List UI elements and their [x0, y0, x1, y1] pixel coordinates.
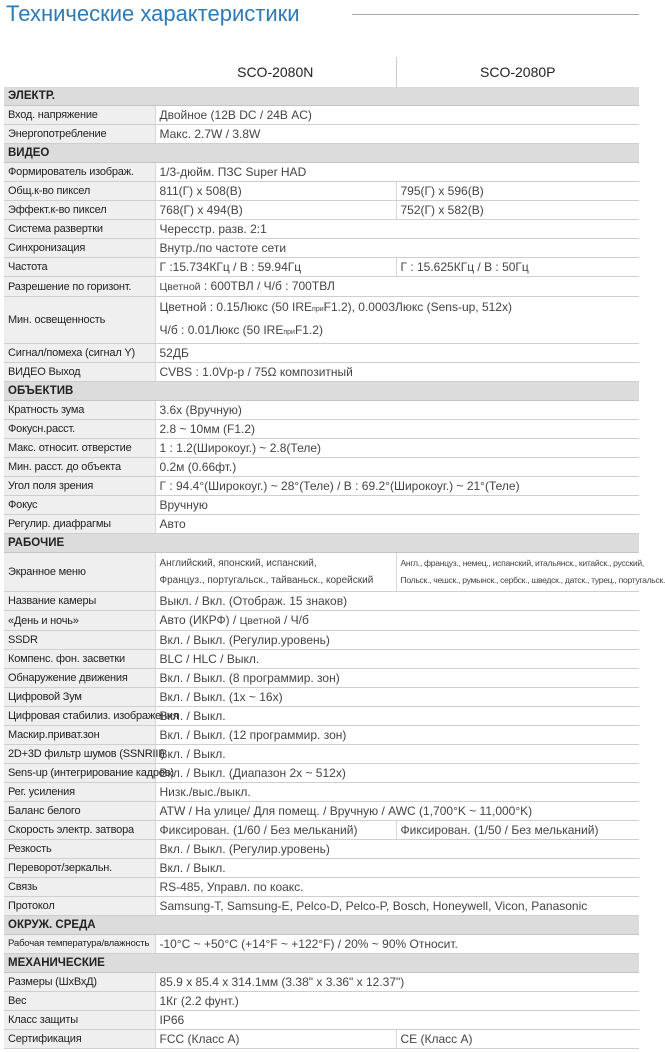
row-label: Сертификация — [4, 1030, 155, 1049]
row-value: CVBS : 1.0Vp-p / 75Ω композитный — [155, 363, 639, 382]
table-row — [4, 553, 639, 592]
section-lens — [4, 382, 639, 401]
row-value: Вкл. / Выкл. (Диапазон 2x ~ 512x) — [155, 764, 639, 783]
section-mechanical — [4, 954, 639, 973]
row-label: Система развертки — [4, 220, 155, 239]
illum-bw-text: Ч/б : 0.01Люкс (50 IRE — [159, 323, 284, 337]
osd-n-line2: Француз., португальск., тайваньск., корейский — [159, 575, 374, 586]
row-label: Общ.к-во пиксел — [4, 182, 155, 201]
row-label: Энергопотребление — [4, 125, 155, 144]
row-value-p: CE (Класс A) — [396, 1030, 639, 1049]
section-environment — [4, 916, 639, 935]
row-value-n: FCC (Класс A) — [155, 1030, 396, 1049]
section-title: РАБОЧИЕ — [4, 534, 639, 553]
illum-color-text2: F1.2), 0.0003Люкс (Sens-up, 512x) — [323, 300, 512, 314]
header-empty-cell — [4, 57, 155, 87]
row-label: Синхронизация — [4, 239, 155, 258]
table-row — [4, 631, 639, 650]
section-title: ОБЪЕКТИВ — [4, 382, 639, 401]
table-header — [4, 57, 639, 87]
row-value-p: 752(Г) x 582(В) — [396, 201, 639, 220]
table-row — [4, 726, 639, 745]
illum-color-sub: при — [312, 306, 324, 313]
row-label: Рег. усиления — [4, 783, 155, 802]
table-row — [4, 764, 639, 783]
row-label: Мин. освещенность — [4, 297, 155, 344]
specs-table — [4, 57, 665, 1049]
row-value-n: Фиксирован. (1/60 / Без мельканий) — [155, 821, 396, 840]
row-value: 1 : 1.2(Широкоуг.) ~ 2.8(Теле) — [155, 439, 639, 458]
row-value: Samsung-T, Samsung-E, Pelco-D, Pelco-P, Bosch, Honeywell, Vicon, Panasonic — [155, 897, 639, 916]
table-row — [4, 973, 639, 992]
row-value: 3.6x (Вручную) — [155, 401, 639, 420]
table-row — [4, 611, 639, 631]
table-row — [4, 897, 639, 916]
section-electrical — [4, 87, 639, 106]
osd-languages-p — [396, 553, 665, 592]
resolution-text: : 600ТВЛ / Ч/б : 700ТВЛ — [200, 279, 335, 293]
row-label: Фокус — [4, 496, 155, 515]
row-label: Маскир.приват.зон — [4, 726, 155, 745]
row-value: Низк./выс./выкл. — [155, 783, 639, 802]
table-row — [4, 201, 639, 220]
row-label: Экранное меню — [4, 553, 155, 592]
row-label: Фокусн.расст. — [4, 420, 155, 439]
header-model-n: SCO-2080N — [237, 64, 314, 80]
row-label: 2D+3D фильтр шумов (SSNRIII) — [4, 745, 155, 764]
row-label: Баланс белого — [4, 802, 155, 821]
row-value: Чересстр. разв. 2:1 — [155, 220, 639, 239]
row-label: Название камеры — [4, 592, 155, 611]
row-value: 2.8 ~ 10мм (F1.2) — [155, 420, 639, 439]
row-value: Вкл. / Выкл. — [155, 745, 639, 764]
table-row — [4, 163, 639, 182]
row-value-n: 768(Г) x 494(В) — [155, 201, 396, 220]
table-row — [4, 220, 639, 239]
illum-bw-sub: при — [283, 329, 295, 336]
table-row — [4, 783, 639, 802]
row-value: Выкл. / Вкл. (Отображ. 15 знаков) — [155, 592, 639, 611]
row-value-p: Г : 15.625КГц / В : 50Гц — [396, 258, 639, 277]
osd-languages-n — [155, 553, 396, 592]
table-row — [4, 1011, 639, 1030]
color-word: Цветной — [159, 281, 201, 293]
row-value: Вкл. / Выкл. — [155, 859, 639, 878]
section-title: ЭЛЕКТР. — [4, 87, 639, 106]
row-label: Протокол — [4, 897, 155, 916]
table-row — [4, 344, 639, 363]
row-value-n: 811(Г) x 508(В) — [155, 182, 396, 201]
table-row — [4, 1030, 639, 1049]
row-value: Вкл. / Выкл. (Регулир.уровень) — [155, 840, 639, 859]
section-title: ОКРУЖ. СРЕДА — [4, 916, 639, 935]
row-value: RS-485, Управл. по коакс. — [155, 878, 639, 897]
row-label: Класс защиты — [4, 1011, 155, 1030]
row-value: Вручную — [155, 496, 639, 515]
row-value — [155, 297, 639, 344]
daynight-auto: Авто (ИКРФ) / — [159, 613, 240, 627]
row-value: 0.2м (0.66фт.) — [155, 458, 639, 477]
section-operational — [4, 534, 639, 553]
illum-color-text: Цветной : 0.15Люкс (50 IRE — [159, 300, 313, 314]
table-row — [4, 420, 639, 439]
row-value: Макс. 2.7W / 3.8W — [155, 125, 639, 144]
row-label: Связь — [4, 878, 155, 897]
table-row — [4, 258, 639, 277]
table-row — [4, 859, 639, 878]
row-label: Обнаружение движения — [4, 669, 155, 688]
illum-bw-text2: F1.2) — [294, 323, 323, 337]
row-value: 85.9 x 85.4 x 314.1мм (3.38" x 3.36" x 12.37") — [155, 973, 639, 992]
row-label: Угол поля зрения — [4, 477, 155, 496]
daynight-color: Цветной — [239, 615, 281, 627]
table-row — [4, 401, 639, 420]
osd-p-line1: Англ., француз., немец., испанский, итальянск., китайск., русский, — [400, 558, 644, 568]
table-row — [4, 821, 639, 840]
header-model-p: SCO-2080P — [396, 57, 639, 87]
row-value: 1/3-дюйм. ПЗС Super HAD — [155, 163, 639, 182]
row-label: Резкость — [4, 840, 155, 859]
table-row — [4, 458, 639, 477]
row-value: Внутр./по частоте сети — [155, 239, 639, 258]
table-row — [4, 496, 639, 515]
row-label: Переворот/зеркальн. — [4, 859, 155, 878]
osd-p-line2: Польск., чешск., румынск., сербск., шведск., датск., турец., португальск. — [400, 575, 665, 585]
row-label: Частота — [4, 258, 155, 277]
daynight-bw: / Ч/б — [280, 613, 309, 627]
table-row — [4, 363, 639, 382]
table-row — [4, 878, 639, 897]
table-row — [4, 106, 639, 125]
row-label: Сигнал/помеха (сигнал Y) — [4, 344, 155, 363]
table-row — [4, 277, 639, 297]
table-row — [4, 239, 639, 258]
row-label: Компенс. фон. засветки — [4, 650, 155, 669]
table-row — [4, 840, 639, 859]
row-value: IP66 — [155, 1011, 639, 1030]
row-value — [155, 611, 639, 631]
row-label: ВИДЕО Выход — [4, 363, 155, 382]
section-video — [4, 144, 639, 163]
row-value: Вкл. / Выкл. (12 программир. зон) — [155, 726, 639, 745]
page-title: Технические характеристики — [6, 1, 300, 26]
table-row — [4, 592, 639, 611]
row-value: Двойное (12В DC / 24В AC) — [155, 106, 639, 125]
section-title: ВИДЕО — [4, 144, 639, 163]
row-value-p: Фиксирован. (1/50 / Без мельканий) — [396, 821, 639, 840]
row-value-p: 795(Г) x 596(В) — [396, 182, 639, 201]
osd-n-line1: Английский, японский, испанский, — [159, 558, 317, 569]
illumination-color — [160, 297, 636, 320]
table-row — [4, 935, 639, 954]
row-label: Размеры (ШхВхД) — [4, 973, 155, 992]
table-row — [4, 745, 639, 764]
row-value — [155, 277, 639, 297]
row-value: Авто — [155, 515, 639, 534]
row-label: Скорость электр. затвора — [4, 821, 155, 840]
table-row — [4, 297, 639, 344]
table-row — [4, 650, 639, 669]
row-value: Г : 94.4°(Широкоуг.) ~ 28°(Теле) / В : 69.2°(Широкоуг.) ~ 21°(Теле) — [155, 477, 639, 496]
illumination-bw — [160, 320, 636, 343]
table-row — [4, 439, 639, 458]
row-value: Вкл. / Выкл. (1x ~ 16x) — [155, 688, 639, 707]
row-label: Макс. относит. отверстие — [4, 439, 155, 458]
table-row — [4, 182, 639, 201]
row-value: 1Кг (2.2 фунт.) — [155, 992, 639, 1011]
row-value-n: Г :15.734КГц / В : 59.94Гц — [155, 258, 396, 277]
row-label: Мин. расст. до объекта — [4, 458, 155, 477]
row-label: Кратность зума — [4, 401, 155, 420]
row-label: Эффект.к-во пиксел — [4, 201, 155, 220]
row-label: Рабочая температура/влажность — [4, 935, 155, 954]
row-value: -10°C ~ +50°C (+14°F ~ +122°F) / 20% ~ 90% Относит. — [155, 935, 639, 954]
row-value: Вкл. / Выкл. (Регулир.уровень) — [155, 631, 639, 650]
row-value: Вкл. / Выкл. (8 программир. зон) — [155, 669, 639, 688]
row-label: Вход. напряжение — [4, 106, 155, 125]
table-row — [4, 802, 639, 821]
row-label: Цифровой Зум — [4, 688, 155, 707]
row-value: 52ДБ — [155, 344, 639, 363]
row-label: Формирователь изображ. — [4, 163, 155, 182]
table-row — [4, 125, 639, 144]
row-label: Вес — [4, 992, 155, 1011]
table-row — [4, 515, 639, 534]
table-row — [4, 707, 639, 726]
row-label: Регулир. диафрагмы — [4, 515, 155, 534]
row-value: Вкл. / Выкл. — [155, 707, 639, 726]
row-label: SSDR — [4, 631, 155, 650]
row-label: Sens-up (интегрирование кадров) — [4, 764, 155, 783]
section-title: МЕХАНИЧЕСКИЕ — [4, 954, 639, 973]
row-label: Разрешение по горизонт. — [4, 277, 155, 297]
row-label: Цифровая стабилиз. изображения — [4, 707, 155, 726]
table-row — [4, 477, 639, 496]
row-value: BLC / HLC / Выкл. — [155, 650, 639, 669]
table-row — [4, 688, 639, 707]
title-divider — [352, 14, 639, 15]
row-value: ATW / На улице/ Для помещ. / Вручную / AWC (1,700°K ~ 11,000°K) — [155, 802, 639, 821]
table-row — [4, 992, 639, 1011]
row-label: «День и ночь» — [4, 611, 155, 631]
table-row — [4, 669, 639, 688]
